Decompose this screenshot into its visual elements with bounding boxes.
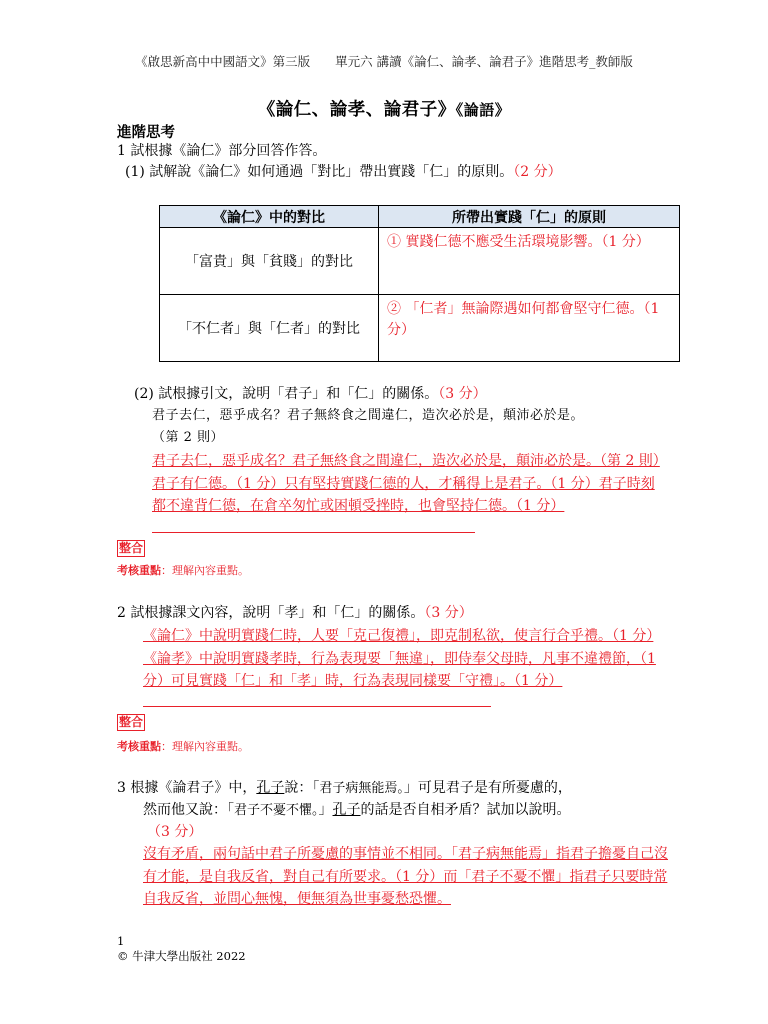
q2-stem bbox=[117, 603, 473, 624]
table-cell-principle: ① 實踐仁德不應受生活環境影響。（1 分） bbox=[379, 228, 680, 295]
q3-line1-c: 」可見君子是有所憂慮的， bbox=[403, 780, 572, 796]
q1-stem: 1 試根據《論仁》部分回答作答。 bbox=[117, 143, 327, 159]
answer-underline bbox=[152, 532, 475, 533]
table-cell-principle: ② 「仁者」無論際遇如何都會堅守仁德。（1 分） bbox=[379, 295, 680, 362]
assessment-focus bbox=[117, 562, 249, 578]
q2-marks: （3 分） bbox=[424, 605, 473, 621]
q1-quote-ref: （第 2 則） bbox=[152, 430, 225, 445]
q3-line1 bbox=[117, 778, 572, 799]
section-heading: 進階思考 bbox=[117, 124, 175, 141]
table-cell-contrast: 「不仁者」與「仁者」的對比 bbox=[160, 295, 379, 362]
table-row bbox=[160, 295, 680, 362]
q3-line2-a: 然而他又說：「 bbox=[143, 802, 234, 818]
q3-line1-b: 說：「 bbox=[284, 780, 320, 796]
q1-sub2-marks: （3 分） bbox=[438, 386, 487, 402]
q1-sub2 bbox=[134, 384, 487, 405]
title-main: 《論仁、論孝、論君子》 bbox=[257, 100, 456, 120]
q1-sub1-marks: （2 分） bbox=[513, 164, 562, 180]
focus-text: ：理解內容重點。 bbox=[161, 740, 249, 753]
q3-line2-b: 」 bbox=[318, 802, 333, 818]
q3-confucius-name: 孔子 bbox=[256, 780, 285, 796]
q3-line2-c: 的話是否自相矛盾？試加以說明。 bbox=[360, 802, 571, 818]
q1-answer: 君子去仁，惡乎成名？君子無終食之間違仁，造次必於是，顛沛必於是。（第 2 則）君子有仁德。（1 分）只有堅持實踐仁德的人，才稱得上是君子。（1 分）君子時刻都不違背仁德，在倉卒匆忙或困頓受挫時，也會堅持仁德。（1 分） bbox=[152, 453, 660, 514]
copyright: © 牛津大學出版社 2022 bbox=[117, 949, 246, 963]
q3-answer: 沒有矛盾，兩句話中君子所憂慮的事情並不相同。「君子病無能焉」指君子擔憂自己沒有才能，是自我反省，對自己有所要求。（1 分）而「君子不憂不懼」指君子只要時常自我反省，並問心無愧，便無須為世事憂愁恐懼。 bbox=[143, 846, 668, 907]
page-number: 1 bbox=[117, 934, 125, 948]
answer-underline bbox=[143, 706, 491, 707]
table-row bbox=[160, 228, 680, 295]
q1-quote: 君子去仁，惡乎成名？君子無終食之間違仁，造次必於是，顛沛必於是。 bbox=[152, 408, 585, 423]
contrast-table bbox=[159, 205, 680, 362]
integration-tag: 整合 bbox=[119, 541, 144, 555]
q3-quote-1: 君子病無能焉。 bbox=[319, 781, 404, 796]
q1-sub1 bbox=[125, 162, 562, 183]
q3-quote-2: 君子不憂不懼。 bbox=[234, 803, 319, 818]
integration-tag: 整合 bbox=[119, 715, 144, 729]
q1-sub1-text: (1) 試解說《論仁》如何通過「對比」帶出實踐「仁」的原則。 bbox=[125, 164, 514, 180]
assessment-focus bbox=[117, 738, 249, 754]
focus-label: 考核重點 bbox=[117, 740, 161, 753]
q3-line2 bbox=[143, 800, 571, 821]
q2-answer: 《論仁》中說明實踐仁時，人要「克己復禮」，即克制私欲，使言行合乎禮。（1 分）《論孝》中說明實踐孝時，行為表現要「無違」，即侍奉父母時，凡事不違禮節，（1 分）可見實踐「仁」和「孝」時，行為表現同樣要「守禮」。（1 分） bbox=[143, 628, 656, 689]
q3-marks: （3 分） bbox=[147, 824, 203, 840]
document-title bbox=[0, 96, 768, 121]
focus-text: ：理解內容重點。 bbox=[161, 564, 249, 577]
q3-line1-a: 3 根據《論君子》中， bbox=[117, 780, 257, 796]
title-source: 《論語》 bbox=[455, 101, 511, 119]
focus-label: 考核重點 bbox=[117, 564, 161, 577]
q3-confucius-name: 孔子 bbox=[332, 802, 361, 818]
table-header-principle: 所帶出實踐「仁」的原則 bbox=[379, 206, 680, 228]
q2-stem-text: 2 試根據課文內容，說明「孝」和「仁」的關係。 bbox=[117, 605, 425, 621]
document-header: 《啟思新高中中國語文》第三版 單元六 講讀《論仁、論孝、論君子》進階思考_教師版 bbox=[135, 54, 633, 69]
table-header-row bbox=[160, 206, 680, 228]
q1-sub2-text: (2) 試根據引文，說明「君子」和「仁」的關係。 bbox=[134, 386, 439, 402]
table-cell-contrast: 「富貴」與「貧賤」的對比 bbox=[160, 228, 379, 295]
table-header-contrast: 《論仁》中的對比 bbox=[160, 206, 379, 228]
